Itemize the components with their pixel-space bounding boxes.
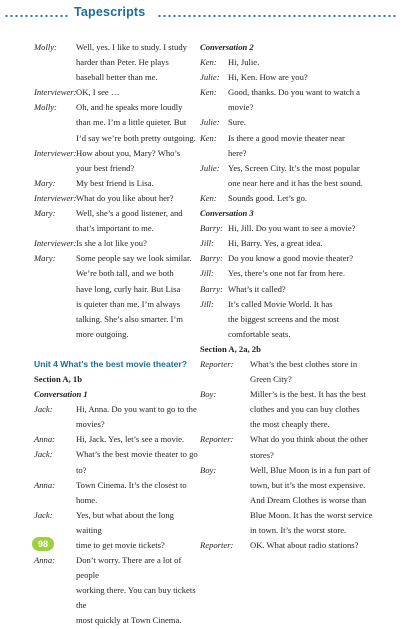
speaker-label: Ken: (200, 132, 217, 143)
dialogue-text: Green City? (250, 374, 292, 385)
dialogue-text: most quickly at Town Cinema. (76, 615, 182, 626)
dialogue-line (200, 417, 390, 432)
page-number-badge: 98 (32, 537, 54, 551)
speaker-label: Julie: (200, 72, 220, 83)
conversation-heading: Conversation 3 (200, 208, 254, 219)
section-heading: Section A, 2a, 2b (200, 343, 261, 354)
dialogue-text: that’s important to me. (76, 223, 154, 234)
dialogue-line (34, 266, 198, 281)
dialogue-line (34, 553, 198, 583)
dialogue-line (34, 221, 198, 236)
dialogue-line (34, 100, 198, 115)
speaker-label: Ken: (200, 192, 217, 203)
dialogue-line (200, 478, 390, 493)
dialogue-line (34, 402, 198, 417)
speaker-label (34, 417, 76, 432)
speaker-label (34, 266, 76, 281)
dialogue-text: stores? (250, 449, 274, 460)
dialogue-text: time to get movie tickets? (76, 540, 165, 550)
dialogue-line (34, 70, 198, 85)
right-column (200, 40, 390, 553)
dialogue-text: How about you, Mary? Who’s (76, 147, 181, 158)
dialogue-line (200, 432, 390, 447)
speaker-label: Barry: (200, 253, 223, 264)
dialogue-text: What do you think about the other (250, 434, 368, 445)
speaker-label: Interviewer: (34, 192, 77, 203)
dialogue-text: Don’t worry. There are a lot of people (76, 555, 182, 581)
speaker-label (34, 583, 76, 613)
dialogue-line (34, 40, 198, 55)
speaker-label: Interviewer: (34, 238, 77, 249)
dialogue-line (34, 282, 198, 297)
dialogue-line (200, 357, 390, 372)
conversation-heading: Conversation 2 (200, 42, 254, 52)
speaker-label: Reporter: (200, 358, 234, 369)
dialogue-text: My best friend is Lisa. (76, 177, 154, 188)
dialogue-block-conversation-2 (200, 55, 390, 206)
dialogue-line (200, 402, 390, 417)
speaker-label: Mary: (34, 177, 56, 188)
speaker-label (200, 493, 250, 508)
speaker-label (34, 55, 76, 70)
dialogue-text: OK. What about radio stations? (250, 540, 359, 551)
speaker-label: Jill: (200, 298, 214, 309)
speaker-label: Interviewer: (34, 147, 77, 158)
dialogue-text: Well, Blue Moon is in a fun part of (250, 464, 371, 475)
page-header (0, 0, 402, 36)
dialogue-line (200, 463, 390, 478)
dialogue-line (34, 176, 198, 191)
dialogue-text: Hi, Anna. Do you want to go to the (76, 404, 197, 415)
dialogue-text: Is there a good movie theater near (228, 132, 345, 143)
dialogue-text: movie? (228, 102, 254, 113)
dialogue-line (200, 161, 390, 176)
speaker-label: Anna: (34, 555, 56, 566)
dialogue-line (200, 176, 390, 191)
speaker-label (200, 402, 250, 417)
speaker-label: Molly: (34, 42, 57, 52)
dialogue-text: Yes, Screen City. It’s the most popular (228, 162, 360, 173)
dialogue-line (34, 115, 198, 130)
dialogue-line (200, 448, 390, 463)
dialogue-text: comfortable seats. (228, 328, 291, 339)
speaker-label: Boy: (200, 389, 217, 400)
dialogue-text: harder than Peter. He plays (76, 57, 169, 68)
speaker-label: Anna: (34, 479, 56, 490)
dialogue-block-conversation-3 (200, 221, 390, 342)
speaker-label: Barry: (200, 283, 223, 294)
dialogue-line (34, 417, 198, 432)
dialogue-line (200, 115, 390, 130)
dialogue-text: Some people say we look similar. (76, 253, 192, 264)
dialogue-text: Hi, Jill. Do you want to see a movie? (228, 223, 356, 234)
dialogue-line (34, 447, 198, 477)
speaker-label (34, 613, 76, 628)
dialogue-text: Miller’s is the best. It has the best (250, 389, 366, 400)
dialogue-line (200, 312, 390, 327)
dialogue-line (34, 206, 198, 221)
dialogue-line (200, 538, 390, 553)
dialogue-text: Sure. (228, 117, 246, 128)
dotted-rule-left (4, 14, 70, 18)
dialogue-text: in town. It’s the worst store. (250, 525, 347, 535)
dialogue-text: Oh, and he speaks more loudly (76, 102, 183, 113)
speaker-label: Reporter: (200, 434, 234, 445)
dialogue-line (200, 70, 390, 85)
dialogue-text: Yes, there’s one not far from here. (228, 268, 346, 279)
dialogue-text: here? (228, 147, 247, 158)
dialogue-line (34, 131, 198, 146)
speaker-label: Jill: (200, 268, 214, 279)
dialogue-line (34, 55, 198, 70)
speaker-label: Ken: (200, 87, 217, 98)
dialogue-line (200, 282, 390, 297)
speaker-label (34, 221, 76, 236)
speaker-label: Anna: (34, 434, 56, 445)
speaker-label (200, 523, 250, 538)
dialogue-text: Yes, but what about the long waiting (76, 509, 174, 535)
dialogue-text: baseball better than me. (76, 72, 158, 83)
dialogue-line (34, 191, 198, 206)
speaker-label (34, 131, 76, 146)
speaker-label (34, 297, 76, 312)
dialogue-text: Do you know a good movie theater? (228, 253, 354, 264)
speaker-label: Reporter: (200, 540, 234, 551)
speaker-label: Mary: (34, 253, 56, 264)
dialogue-block-conversation-1 (34, 402, 198, 628)
dialogue-text: talking. She’s also smarter. I’m (76, 313, 183, 324)
dialogue-text: Well, yes. I like to study. I study (76, 42, 187, 52)
speaker-label: Julie: (200, 162, 220, 173)
dialogue-text: We’re both tall, and we both (76, 268, 174, 279)
dialogue-line (34, 161, 198, 176)
dialogue-line (34, 85, 198, 100)
dialogue-line (200, 387, 390, 402)
dialogue-line (200, 236, 390, 251)
dialogue-text: Hi, Barry. Yes, a great idea. (228, 238, 323, 249)
dialogue-text: working there. You can buy tickets the (76, 585, 196, 611)
dialogue-text: Sounds good. Let’s go. (228, 192, 308, 203)
speaker-label (200, 508, 250, 523)
speaker-label: Jack: (34, 404, 53, 415)
speaker-label (200, 100, 228, 115)
unit-title: Unit 4 What’s the best movie theater? (34, 358, 187, 369)
speaker-label (200, 478, 250, 493)
dialogue-text: than me. I’m a little quieter. But (76, 117, 187, 128)
dialogue-text: Blue Moon. It has the worst service (250, 509, 373, 520)
speaker-label (34, 282, 76, 297)
dialogue-text: What do you like about her? (76, 192, 174, 203)
dialogue-block-molly-mary (34, 40, 198, 342)
dialogue-text: Is she a lot like you? (76, 238, 147, 249)
dialogue-line (34, 478, 198, 508)
dialogue-line (34, 146, 198, 161)
dialogue-text: is quieter than me. I’m always (76, 298, 181, 309)
dialogue-line (34, 312, 198, 327)
speaker-label: Boy: (200, 464, 217, 475)
dialogue-line (200, 146, 390, 161)
dialogue-line (200, 523, 390, 538)
dialogue-text: the most cheaply there. (250, 419, 330, 430)
speaker-label (34, 312, 76, 327)
dialogue-line (200, 85, 390, 100)
speaker-label (34, 327, 76, 342)
dialogue-line (34, 583, 198, 613)
dialogue-text: What’s the best movie theater to go to? (76, 449, 198, 475)
dialogue-line (200, 221, 390, 236)
dialogue-line (34, 327, 198, 342)
speaker-label (200, 417, 250, 432)
speaker-label (200, 327, 228, 342)
dialogue-line (200, 131, 390, 146)
dialogue-text: movies? (76, 419, 105, 430)
dotted-rule-right (157, 14, 397, 18)
speaker-label (34, 161, 76, 176)
dialogue-line (34, 236, 198, 251)
speaker-label: Mary: (34, 208, 56, 219)
dialogue-line (34, 251, 198, 266)
dialogue-text: I’d say we’re both pretty outgoing. (76, 132, 196, 143)
speaker-label (200, 146, 228, 161)
conversation-heading: Conversation 1 (34, 389, 88, 400)
speaker-label (34, 115, 76, 130)
dialogue-text: Hi, Ken. How are you? (228, 72, 308, 83)
speaker-label (200, 312, 228, 327)
dialogue-line (34, 297, 198, 312)
dialogue-block-reporter (200, 357, 390, 553)
dialogue-text: Hi, Julie. (228, 57, 260, 68)
dialogue-line (34, 538, 198, 553)
speaker-label: Barry: (200, 223, 223, 234)
dialogue-text: have long, curly hair. But Lisa (76, 283, 181, 294)
spacer (34, 342, 198, 357)
dialogue-line (200, 251, 390, 266)
dialogue-text: Good, thanks. Do you want to watch a (228, 87, 360, 98)
dialogue-text: one near here and it has the best sound. (228, 177, 363, 188)
dialogue-text: the biggest screens and the most (228, 313, 339, 324)
speaker-label: Jack: (34, 449, 53, 460)
dialogue-line (34, 508, 198, 538)
dialogue-line (34, 432, 198, 447)
dialogue-text: Well, she’s a good listener, and (76, 208, 183, 219)
dialogue-text: Hi, Jack. Yes, let’s see a movie. (76, 434, 185, 445)
dialogue-line (200, 55, 390, 70)
header-title: Tapescripts (74, 5, 146, 19)
dialogue-line (200, 493, 390, 508)
speaker-label: Jill: (200, 238, 214, 249)
speaker-label: Interviewer: (34, 87, 77, 98)
dialogue-line (200, 191, 390, 206)
speaker-label: Molly: (34, 102, 57, 113)
dialogue-text: OK, I see … (76, 87, 120, 98)
dialogue-text: What’s it called? (228, 283, 286, 294)
dialogue-text: What’s the best clothes store in (250, 358, 358, 369)
speaker-label: Ken: (200, 57, 217, 68)
dialogue-text: your best friend? (76, 162, 135, 173)
dialogue-text: clothes and you can buy clothes (250, 404, 360, 415)
dialogue-line (34, 613, 198, 628)
dialogue-line (200, 297, 390, 312)
dialogue-line (200, 372, 390, 387)
dialogue-line (200, 266, 390, 281)
left-column (34, 40, 198, 629)
speaker-label (200, 372, 250, 387)
speaker-label (34, 70, 76, 85)
speaker-label: Julie: (200, 117, 220, 128)
dialogue-text: town, but it’s the most expensive. (250, 479, 366, 490)
dialogue-text: more outgoing. (76, 328, 129, 339)
dialogue-line (200, 327, 390, 342)
speaker-label: Jack: (34, 509, 53, 520)
section-heading: Section A, 1b (34, 373, 82, 384)
dialogue-text: It’s called Movie World. It has (228, 298, 333, 309)
speaker-label (200, 448, 250, 463)
dialogue-line (200, 508, 390, 523)
speaker-label (200, 176, 228, 191)
dialogue-line (200, 100, 390, 115)
dialogue-text: And Dream Clothes is worse than (250, 494, 367, 505)
dialogue-text: Town Cinema. It’s the closest to home. (76, 479, 187, 505)
